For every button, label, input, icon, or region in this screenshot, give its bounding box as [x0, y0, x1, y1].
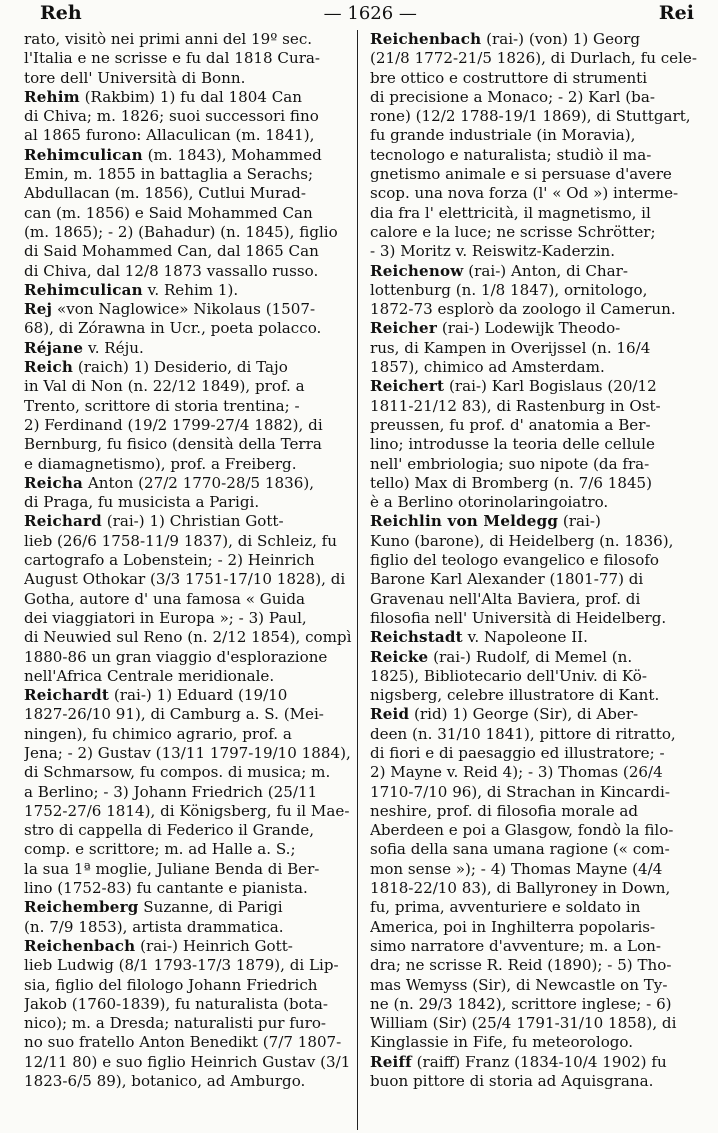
headword: Rehimculican: [24, 280, 143, 299]
text-line: can (m. 1856) e Said Mohammed Can: [24, 203, 313, 222]
page-number: — 1626 —: [323, 2, 417, 24]
text-line: Gotha, autore d' una famosa « Guida: [24, 589, 306, 608]
header-right-word: Rei: [658, 2, 694, 24]
text-line: Rehim (Rakbim) 1) fu dal 1804 Can: [24, 87, 303, 106]
text-line: nell' embriologia; suo nipote (da fra-: [370, 454, 650, 473]
text-line: - 3) Moritz v. Reiswitz-Kaderzin.: [370, 242, 616, 261]
headword: Rehimculican: [24, 145, 143, 164]
text-line: Reichlin von Meldegg (rai-): [370, 512, 601, 531]
text-line: dei viaggiatori in Europa »; - 3) Paul,: [24, 608, 307, 627]
text-line: Reichard (rai-) 1) Christian Gott-: [24, 512, 284, 531]
text-line: rone) (12/2 1788-19/1 1869), di Stuttgart,: [370, 107, 691, 126]
text-line: (m. 1865); - 2) (Bahadur) (n. 1845), figlio: [24, 222, 338, 241]
text-line: lieb Ludwig (8/1 1793-17/3 1879), di Lip-: [24, 956, 339, 975]
text-line: Rehimculican v. Rehim 1).: [24, 280, 239, 299]
text-line: 1880-86 un gran viaggio d'esplorazione: [24, 647, 328, 666]
text-line: Reichemberg Suzanne, di Parigi: [24, 898, 283, 917]
text-line: figlio del teologo evangelico e filosofo: [370, 551, 660, 570]
text-line: preussen, fu prof. d' anatomia a Ber-: [370, 415, 651, 434]
page-header: [0, 0, 718, 26]
text-line: è a Berlino otorinolaringoiatro.: [370, 493, 609, 512]
headword: Reiff: [370, 1052, 412, 1071]
text-line: la sua 1ª moglie, Juliane Benda di Ber-: [24, 859, 320, 878]
text-line: al 1865 furono: Allaculican (m. 1841),: [24, 126, 315, 145]
text-line: sofia della sana umana ragione (« com-: [370, 840, 670, 859]
text-line: filosofia nell' Università di Heidelberg.: [370, 608, 667, 627]
text-line: dra; ne scrisse R. Reid (1890); - 5) Tho-: [370, 956, 672, 975]
text-line: a Berlino; - 3) Johann Friedrich (25/11: [24, 782, 318, 801]
headword: Reichenbach: [370, 30, 482, 48]
headword: Reichemberg: [24, 898, 139, 917]
text-line: Réjane v. Réju.: [24, 338, 144, 357]
text-line: di precisione a Monaco; - 2) Karl (ba-: [370, 87, 655, 106]
text-line: nell'Africa Centrale meridionale.: [24, 666, 275, 685]
text-line: Bernburg, fu fisico (densità della Terra: [24, 435, 322, 454]
text-line: Reiff (raiff) Franz (1834-10/4 1902) fu: [370, 1052, 667, 1071]
headword: Reichardt: [24, 686, 110, 705]
text-line: America, poi in Inghilterra popolaris-: [370, 917, 656, 936]
text-line: Reichenow (rai-) Anton, di Char-: [370, 261, 628, 280]
headword: Rej: [24, 300, 53, 319]
text-line: dia fra l' elettricità, il magnetismo, il: [370, 203, 651, 222]
left-column: [24, 30, 352, 1091]
headword: Rehim: [24, 87, 80, 106]
text-line: Reid (rid) 1) George (Sir), di Aber-: [370, 705, 639, 724]
text-line: di Chiva, dal 12/8 1873 vassallo russo.: [24, 261, 319, 280]
text-line: Kuno (barone), di Heidelberg (n. 1836),: [370, 531, 674, 550]
text-line: mon sense »); - 4) Thomas Mayne (4/4: [370, 859, 663, 878]
text-line: lieb (26/6 1758-11/9 1837), di Schleiz, fu: [24, 531, 337, 550]
text-line: tecnologo e naturalista; studiò il ma-: [370, 145, 652, 164]
text-line: (n. 7/9 1853), artista drammatica.: [24, 917, 284, 936]
text-line: 1825), Bibliotecario dell'Univ. di Kö-: [370, 666, 647, 685]
text-line: 68), di Zórawna in Ucr., poeta polacco.: [24, 319, 322, 338]
text-line: 2) Ferdinand (19/2 1799-27/4 1882), di: [24, 415, 323, 434]
text-line: Rej «von Naglowice» Nikolaus (1507-: [24, 300, 316, 319]
text-line: comp. e scrittore; m. ad Halle a. S.;: [24, 840, 296, 859]
text-line: rato, visitò nei primi anni del 19º sec.: [24, 30, 313, 48]
text-line: sia, figlio del filologo Johann Friedrich: [24, 975, 318, 994]
text-line: 1752-27/6 1814), di Königsberg, fu il Mae-: [24, 801, 350, 820]
headword: Reicher: [370, 319, 438, 338]
headword: Reichenow: [370, 261, 464, 280]
text-line: fu grande industriale (in Moravia),: [370, 126, 636, 145]
text-line: Barone Karl Alexander (1801-77) di: [370, 570, 644, 589]
text-line: neshire, prof. di filosofia morale ad: [370, 801, 639, 820]
text-line: no suo fratello Anton Benedikt (7/7 1807-: [24, 1033, 342, 1052]
text-line: scop. una nova forza (l' « Od ») interme-: [370, 184, 679, 203]
headword: Reich: [24, 358, 74, 377]
headword: Reicha: [24, 473, 84, 492]
text-line: tore dell' Università di Bonn.: [24, 68, 246, 87]
text-line: Reicke (rai-) Rudolf, di Memel (n.: [370, 647, 633, 666]
text-line: deen (n. 31/10 1841), pittore di ritratto,: [370, 724, 676, 743]
text-line: nico); m. a Dresda; naturalisti pur furo-: [24, 1014, 327, 1033]
text-line: l'Italia e ne scrisse e fu dal 1818 Cura-: [24, 49, 321, 68]
headword: Reichstadt: [370, 628, 463, 647]
text-line: gnetismo animale e si persuase d'avere: [370, 165, 672, 184]
text-line: Emin, m. 1855 in battaglia a Serachs;: [24, 165, 314, 184]
text-line: (21/8 1772-21/5 1826), di Durlach, fu cele-: [370, 49, 697, 68]
text-line: 1818-22/10 83), di Ballyroney in Down,: [370, 879, 671, 898]
text-line: fu, prima, avventuriere e soldato in: [370, 898, 641, 917]
headword: Réjane: [24, 338, 84, 357]
text-line: August Othokar (3/3 1751-17/10 1828), di: [24, 570, 346, 589]
text-line: Jena; - 2) Gustav (13/11 1797-19/10 1884),: [24, 743, 351, 762]
text-line: tello) Max di Bromberg (n. 7/6 1845): [370, 473, 653, 492]
text-line: Reichardt (rai-) 1) Eduard (19/10: [24, 686, 288, 705]
text-line: Abdullacan (m. 1856), Cutlui Murad-: [24, 184, 306, 203]
right-column: [370, 30, 698, 1091]
text-line: Reicha Anton (27/2 1770-28/5 1836),: [24, 473, 315, 492]
headword: Reid: [370, 705, 410, 724]
text-line: stro di cappella di Federico il Grande,: [24, 821, 315, 840]
text-line: lino; introdusse la teoria delle cellule: [370, 435, 655, 454]
text-line: 1872-73 esplorò da zoologo il Camerun.: [370, 300, 676, 319]
text-line: William (Sir) (25/4 1791-31/10 1858), di: [370, 1014, 677, 1033]
text-line: di Said Mohammed Can, dal 1865 Can: [24, 242, 319, 261]
text-line: Rehimculican (m. 1843), Mohammed: [24, 145, 322, 164]
text-line: ne (n. 29/3 1842), scrittore inglese; - 6): [370, 994, 672, 1013]
column-divider: [357, 30, 358, 1130]
text-line: bre ottico e costruttore di strumenti: [370, 68, 648, 87]
text-line: Trento, scrittore di storia trentina; -: [24, 396, 300, 415]
text-line: di Schmarsow, fu compos. di musica; m.: [24, 763, 331, 782]
text-line: 2) Mayne v. Reid 4); - 3) Thomas (26/4: [370, 763, 663, 782]
text-line: Gravenau nell'Alta Baviera, prof. di: [370, 589, 641, 608]
text-line: lottenburg (n. 1/8 1847), ornitologo,: [370, 280, 648, 299]
text-line: Reicher (rai-) Lodewijk Theodo-: [370, 319, 621, 338]
text-line: Reichenbach (rai-) (von) 1) Georg: [370, 30, 640, 48]
text-line: buon pittore di storia ad Aquisgrana.: [370, 1072, 654, 1091]
text-line: in Val di Non (n. 22/12 1849), prof. a: [24, 377, 305, 396]
text-line: mas Wemyss (Sir), di Newcastle on Ty-: [370, 975, 668, 994]
text-line: e diamagnetismo), prof. a Freiberg.: [24, 454, 297, 473]
text-line: calore e la luce; ne scrisse Schrötter;: [370, 222, 656, 241]
text-line: 1811-21/12 83), di Rastenburg in Ost-: [370, 396, 661, 415]
headword: Reichlin von Meldegg: [370, 512, 559, 531]
text-line: Kinglassie in Fife, fu meteorologo.: [370, 1033, 634, 1052]
text-line: di Praga, fu musicista a Parigi.: [24, 493, 260, 512]
headword: Reichard: [24, 512, 102, 531]
text-line: 12/11 80) e suo figlio Heinrich Gustav (3/1: [24, 1052, 351, 1071]
page-body: [0, 30, 718, 1130]
text-line: lino (1752-83) fu cantante e pianista.: [24, 879, 308, 898]
text-line: di Neuwied sul Reno (n. 2/12 1854), compì: [24, 628, 352, 647]
text-line: di Chiva; m. 1826; suoi successori fino: [24, 107, 319, 126]
text-line: 1823-6/5 89), botanico, ad Amburgo.: [24, 1072, 306, 1091]
header-left-word: Reh: [40, 2, 82, 24]
text-line: Reichenbach (rai-) Heinrich Gott-: [24, 936, 293, 955]
text-line: Reichert (rai-) Karl Bogislaus (20/12: [370, 377, 657, 396]
text-line: cartografo a Lobenstein; - 2) Heinrich: [24, 551, 315, 570]
text-line: 1857), chimico ad Amsterdam.: [370, 358, 605, 377]
text-line: Reichstadt v. Napoleone II.: [370, 628, 588, 647]
text-line: Jakob (1760-1839), fu naturalista (bota-: [24, 994, 328, 1013]
text-line: nigsberg, celebre illustratore di Kant.: [370, 686, 660, 705]
headword: Reichert: [370, 377, 445, 396]
headword: Reichenbach: [24, 936, 136, 955]
text-line: Aberdeen e poi a Glasgow, fondò la filo-: [370, 821, 674, 840]
text-line: rus, di Kampen in Overijssel (n. 16/4: [370, 338, 651, 357]
text-line: 1710-7/10 96), di Strachan in Kincardi-: [370, 782, 670, 801]
text-line: simo narratore d'avventure; m. a Lon-: [370, 936, 661, 955]
text-line: ningen), fu chimico agrario, prof. a: [24, 724, 292, 743]
headword: Reicke: [370, 647, 429, 666]
text-line: 1827-26/10 91), di Camburg a. S. (Mei-: [24, 705, 324, 724]
text-line: Reich (raich) 1) Desiderio, di Tajo: [24, 358, 288, 377]
text-line: di fiori e di paesaggio ed illustratore; -: [370, 743, 665, 762]
